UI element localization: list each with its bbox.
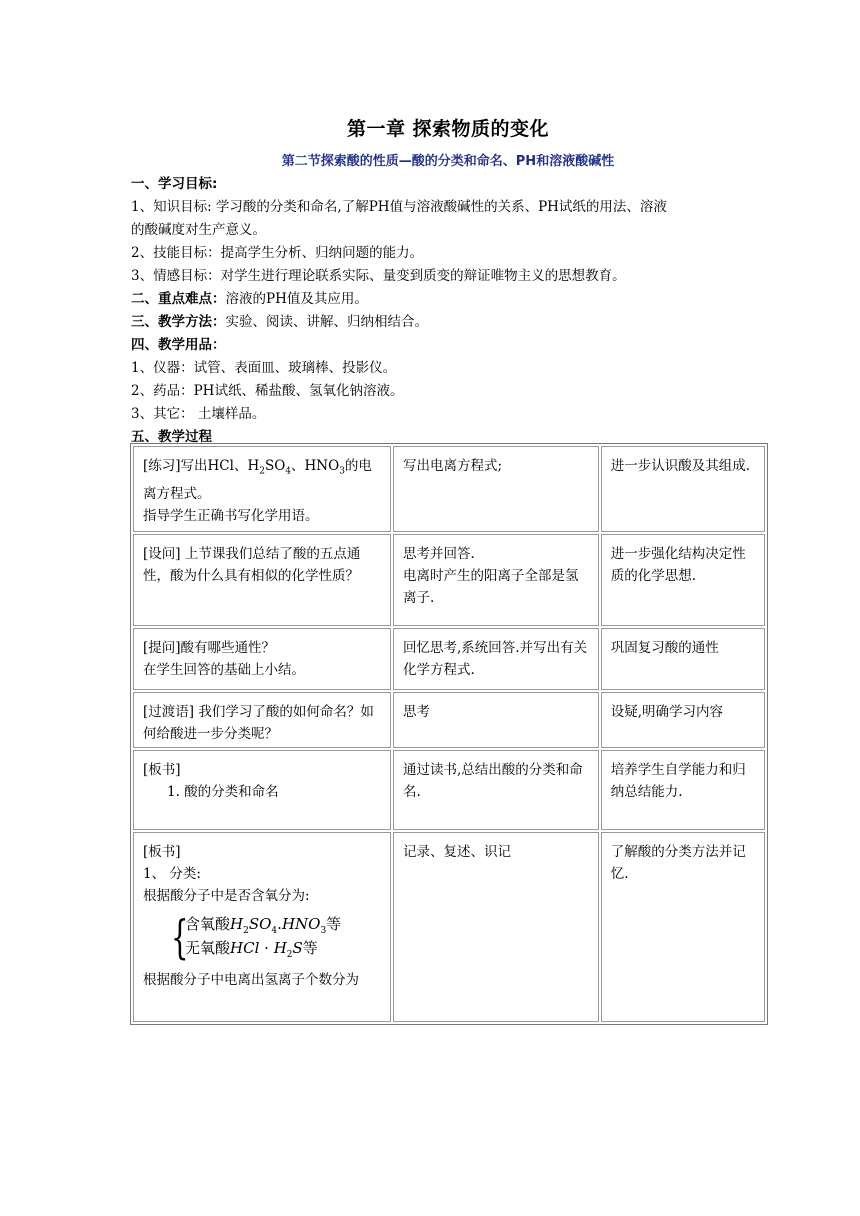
chapter-title: 第一章 探索物质的变化	[346, 118, 550, 140]
objective-emotion: 3、情感目标：对学生进行理论联系实际、量变到质变的辩证唯物主义的思想教育。	[131, 268, 626, 284]
table-row	[133, 628, 765, 690]
material-chemicals: 2、药品：PH试纸、稀盐酸、氢氧化钠溶液。	[131, 383, 404, 399]
table-row	[133, 750, 765, 830]
keypoints-line	[131, 288, 741, 311]
student-activity-cell: 记录、复述、识记	[393, 832, 599, 1022]
design-intent-cell: 了解酸的分类方法并记忆.	[601, 832, 765, 1022]
cell-text: 指导学生正确书写化学用语。	[143, 507, 319, 524]
oxyacid-row: 含氧酸$H_2SO_4.HNO_3$等	[185, 915, 342, 936]
objective-knowledge-line1: 1、知识目标: 学习酸的分类和命名,了解PH值与溶液酸碱性的关系、PH试纸的用法、溶液	[131, 199, 667, 215]
binary-acid-row: 无氧酸HCl · $H_2S$等	[185, 939, 318, 960]
table-row	[133, 446, 765, 532]
teacher-activity-cell: [练习]写出HCl、$H_2SO_4$、$HNO_3$的电离方程式。 指导学生正确书写化学用语。	[133, 446, 391, 532]
section-subtitle: 第二节探索酸的性质—酸的分类和命名、PH和溶液酸碱性	[281, 154, 615, 169]
material-instruments: 1、仪器：试管、表面皿、玻璃棒、投影仪。	[131, 360, 397, 376]
methods-label: 三、教学方法：	[131, 314, 226, 330]
teacher-activity-cell: [提问]酸有哪些通性？ 在学生回答的基础上小结。	[133, 628, 391, 690]
table-row	[133, 692, 765, 748]
teaching-process-table	[130, 443, 768, 1025]
design-intent-cell: 培养学生自学能力和归纳总结能力.	[601, 750, 765, 830]
process-heading: 五、教学过程	[131, 429, 212, 445]
design-intent-cell: 设疑,明确学习内容	[601, 692, 765, 748]
objectives-heading: 一、学习目标:	[131, 176, 218, 192]
table-row	[133, 832, 765, 1022]
acid-classification-formula	[171, 911, 381, 963]
student-activity-cell: 思考并回答. 电离时产生的阳离子全部是氢离子.	[393, 534, 599, 626]
teacher-activity-cell: [过渡语] 我们学习了酸的如何命名？如何给酸进一步分类呢？	[133, 692, 391, 748]
methods-text: 实验、阅读、讲解、归纳相结合。	[225, 314, 428, 330]
student-activity-cell: 通过读书,总结出酸的分类和命名.	[393, 750, 599, 830]
teacher-activity-cell: [板书] 1. 酸的分类和命名	[133, 750, 391, 830]
student-activity-cell: 回忆思考,系统回答.并写出有关化学方程式.	[393, 628, 599, 690]
student-activity-cell: 写出电离方程式;	[393, 446, 599, 532]
objective-skill: 2、技能目标：提高学生分析、归纳问题的能力。	[131, 245, 424, 261]
design-intent-cell: 巩固复习酸的通性	[601, 628, 765, 690]
material-other: 3、其它： 土壤样品。	[131, 406, 266, 422]
objective-knowledge-line2: 的酸碱度对生产意义。	[131, 222, 266, 238]
design-intent-cell: 进一步认识酸及其组成.	[601, 446, 765, 532]
table-row	[133, 534, 765, 626]
lesson-outline	[131, 173, 741, 449]
keypoints-text: 溶液的PH值及其应用。	[225, 291, 368, 307]
brace-symbol: {	[171, 910, 189, 964]
methods-line	[131, 311, 741, 334]
teacher-activity-cell: [板书] 1、 分类: 根据酸分子中是否含氧分为: { 含氧酸$H_2SO_4.HNO_3$等 无氧酸HCl · $H_2S$等 根据酸分子中电离出氢离子个数分为	[133, 832, 391, 1022]
keypoints-label: 二、重点难点：	[131, 291, 226, 307]
design-intent-cell: 进一步强化结构决定性质的化学思想.	[601, 534, 765, 626]
student-activity-cell: 思考	[393, 692, 599, 748]
materials-heading: 四、教学用品：	[131, 337, 226, 353]
teacher-activity-cell: [设问] 上节课我们总结了酸的五点通性，酸为什么具有相似的化学性质？	[133, 534, 391, 626]
